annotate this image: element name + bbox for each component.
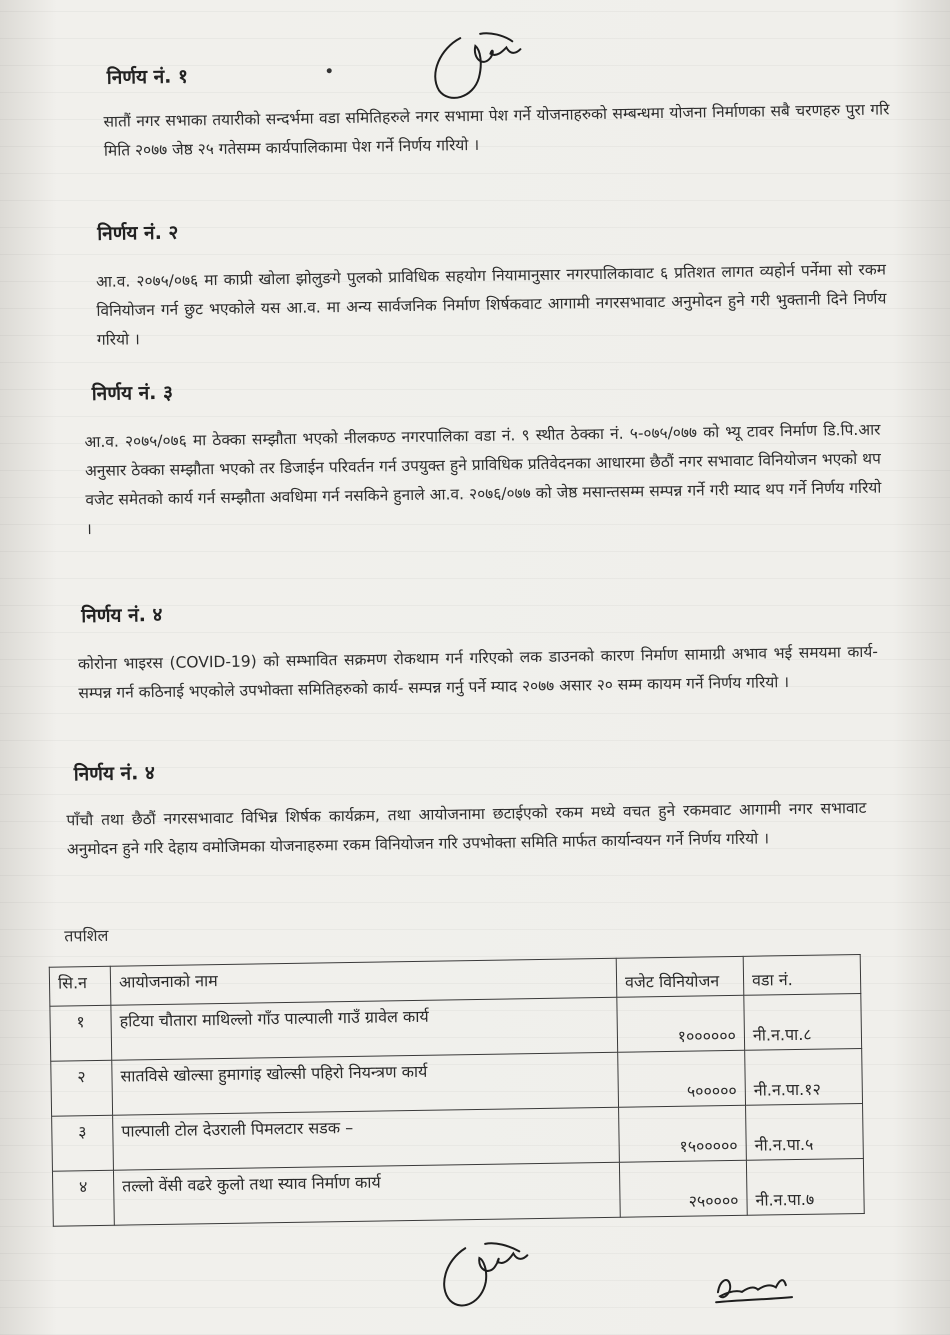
row-ward: नी.न.पा.१२ [745,1048,863,1105]
signature-top-icon [420,27,541,109]
ink-mark [327,68,332,73]
row-ward: नी.न.पा.८ [744,993,862,1050]
row-budget: ५००००० [618,1050,746,1107]
project-table [49,954,865,1227]
row-budget: २५०००० [619,1160,747,1217]
decision-3-heading: निर्णय नं. ३ [91,381,174,405]
signature-bottom-left-icon [429,1235,540,1317]
row-budget: १५००००० [619,1105,747,1162]
row-sn: २ [51,1060,113,1116]
decision-5-text: पाँचौ तथा छैठौं नगरसभावाट विभिन्न शिर्षक कार्यक्रम, तथा आयोजनामा छटाईएको रकम मध्ये वचत हुने रकमवाट आगामी नगर सभावाट अनुमोदन हुने गरि देहाय वमोजिमका योजनाहरुमा रकम विनियोजन गरि उपभोक्ता समिति मार्फत कार्यान्वयन गर्ने निर्णय गरियो । [66,798,867,859]
row-sn: १ [50,1005,112,1061]
row-project-name: हटिया चौतारा माथिल्लो गाँउ पाल्पाली गाउँ ग्रावेल कार्य [111,997,618,1060]
header-ward: वडा नं. [743,954,861,995]
decision-1-heading: निर्णय नं. १ [106,65,189,89]
row-project-name: सातविसे खोल्सा हुमागांइ खोल्सी पहिरो नियन्त्रण कार्य [112,1052,619,1115]
row-sn: ४ [52,1170,114,1226]
decision-4-heading: निर्णय नं. ४ [81,603,163,628]
decision-4-text: कोरोना भाइरस (COVID-19) को सम्भावित सक्रमण रोकथाम गर्न गरिएको लक डाउनको कारण निर्माण सामाग्री अभाव भई समयमा कार्य-सम्पन्न गर्न कठिनाई भएकोले उपभोक्ता समितिहरुको कार्य- सम्पन्न गर्नु पर्ने म्याद २०७७ असार २० सम्म कायम गर्ने निर्णय गरियो । [77,642,879,703]
row-ward: नी.न.पा.७ [746,1158,864,1215]
row-sn: ३ [52,1115,114,1171]
decision-3-text: आ.व. २०७५/०७६ मा ठेक्का सम्झौता भएको नीलकण्ठ नगरपालिका वडा नं. ९ स्थीत ठेक्का नं. ५-०७५/०७७ को भ्यू टावर निर्माण डि.पि.आर अनुसार ठेक्का सम्झौता भएको तर डिजाईन परिवर्तन गर्न उपयुक्त हुने प्राविधिक प्रतिवेदनका आधारमा छैठौं नगर सभावाट विनियोजन भएको थप वजेट समेतको कार्य गर्न सम्झौता अवधिमा गर्न नसकिने हुनाले आ.व. २०७६/०७७ को जेष्ठ मसान्तसम्म सम्पन्न गर्ने गरी म्याद थप गर्ने निर्णय गरियो । [84,420,882,539]
signature-bottom-right-icon [709,1261,800,1312]
decision-2-text: आ.व. २०७५/०७६ मा काप्री खोला झोलुङगे पुलको प्राविधिक सहयोग नियामानुसार नगरपालिकावाट ६ प्रतिशत लागत व्यहोर्न पर्नेमा सो रकम विनियोजन गर्न छुट भएकोले यस आ.व. मा अन्य सार्वजनिक निर्माण शिर्षकवाट आगामी नगरसभावाट अनुमोदन हुने गरी भुक्तानी दिने निर्णय गरियो । [95,260,887,349]
row-ward: नी.न.पा.५ [746,1103,864,1160]
decision-2-heading: निर्णय नं. २ [97,221,179,245]
row-project-name: तल्लो वेंसी वढरे कुलो तथा स्याव निर्माण कार्य [113,1162,620,1225]
header-sn: सि.न [49,966,111,1006]
details-label: तपशिल [64,925,109,946]
decision-5-heading: निर्णय नं. ४ [73,762,156,786]
table-row [52,1158,864,1226]
header-name: आयोजनाको नाम [110,958,617,1005]
row-project-name: पाल्पाली टोल देउराली पिमलटार सडक – [113,1107,620,1170]
row-budget: १०००००० [617,995,745,1052]
header-budget: वजेट विनियोजन [616,956,744,997]
decision-1-text: सातौं नगर सभाका तयारीको सन्दर्भमा वडा समितिहरुले नगर सभामा पेश गर्ने योजनाहरुको सम्बन्धमा योजना निर्माणका सबै चरणहरु पुरा गरि मिति २०७७ जेष्ठ २५ गतेसम्म कार्यपालिकामा पेश गर्ने निर्णय गरियो । [103,100,890,160]
